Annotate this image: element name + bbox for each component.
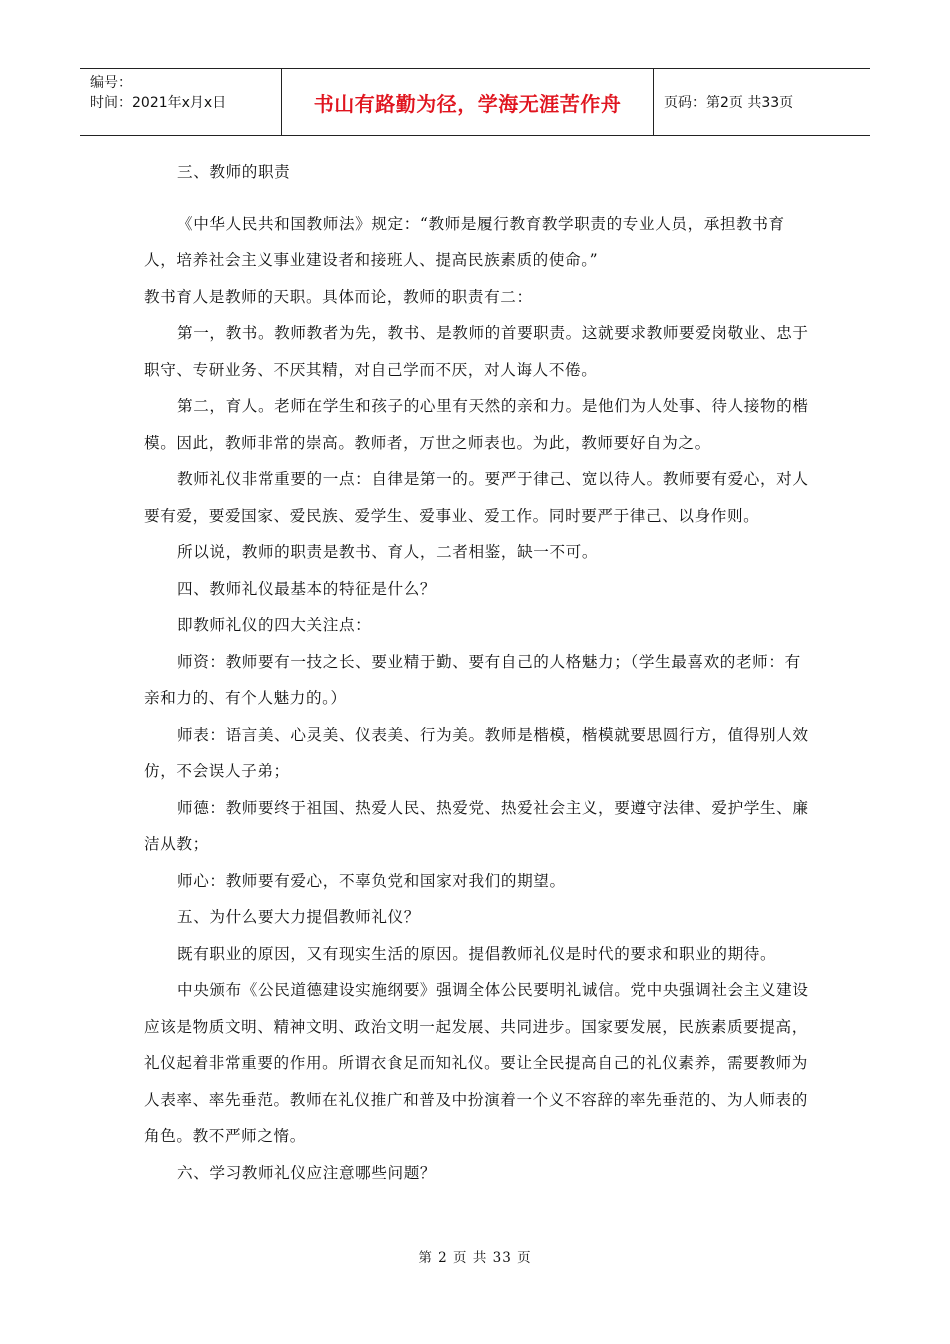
header-meta-cell: [80, 69, 282, 135]
section-heading-5: 五、为什么要大力提倡教师礼仪？: [177, 908, 420, 926]
paragraph-first-teaching: 第一，教书。教师教者为先，教书、是教师的首要职责。这就要求教师要爱岗敬业、忠于职守、专研业务、不厌其精，对自己学而不厌，对人诲人不倦。: [144, 324, 809, 379]
paragraph-four-focus: 即教师礼仪的四大关注点：: [177, 616, 372, 634]
paragraph-heart: 师心：教师要有爱心，不辜负党和国家对我们的期望。: [177, 871, 566, 890]
paragraph-ethics: 师德：教师要终于祖国、热爱人民、热爱党、热爱社会主义，要遵守法律、爱护学生、廉洁从教；: [144, 798, 809, 853]
header-page-code: 页码：第2页 共33页: [664, 95, 794, 111]
paragraph-duty-conclusion: 所以说，教师的职责是教书、育人，二者相鉴，缺一不可。: [177, 543, 599, 561]
paragraph-demeanor: 师表：语言美、心灵美、仪表美、行为美。教师是楷模，楷模就要思圆行方，值得别人效仿，不会误人子弟；: [144, 725, 809, 780]
page-header: [80, 68, 870, 136]
document-body: [144, 154, 810, 1191]
page-footer: 第 2 页 共 33 页: [418, 1250, 532, 1266]
header-motto: 书山有路勤为径，学海无涯苦作舟: [282, 69, 654, 135]
section-heading-4: 四、教师礼仪最基本的特征是什么？: [177, 579, 437, 598]
paragraph-reasons: 既有职业的原因，又有现实生活的原因。提倡教师礼仪是时代的要求和职业的期待。: [177, 944, 777, 963]
paragraph-qualification: 师资：教师要有一技之长、要业精于勤、要有自己的人格魅力；（学生最喜欢的老师：有亲和力的、有个人魅力的。）: [144, 652, 801, 707]
paragraph-duty-summary: 教书育人是教师的天职。具体而论，教师的职责有二：: [144, 287, 533, 306]
document-date-label: 时间：2021年x月x日: [90, 95, 227, 111]
section-heading-3: 三、教师的职责: [177, 163, 291, 181]
document-number-label: 编号：: [90, 75, 132, 91]
paragraph-teacher-law: 《中华人民共和国教师法》规定：“教师是履行教育教学职责的专业人员，承担教书育人，培养社会主义事业建设者和接班人、提高民族素质的使命。”: [144, 214, 785, 269]
section-heading-6: 六、学习教师礼仪应注意哪些问题？: [177, 1163, 437, 1182]
paragraph-self-discipline: 教师礼仪非常重要的一点：自律是第一的。要严于律己、宽以待人。教师要有爱心，对人要有爱，要爱国家、爱民族、爱学生、爱事业、爱工作。同时要严于律己、以身作则。: [144, 470, 809, 525]
paragraph-central-policy: 中央颁布《公民道德建设实施纲要》强调全体公民要明礼诚信。党中央强调社会主义建设应该是物质文明、精神文明、政治文明一起发展、共同进步。国家要发展，民族素质要提高，礼仪起着非常重要的作用。所谓衣食足而知礼仪。要让全民提高自己的礼仪素养，需要教师为人表率、率先垂范。教师在礼仪推广和普及中扮演着一个义不容辞的率先垂范的、为人师表的角色。教不严师之惰。: [144, 981, 809, 1145]
paragraph-second-educating: 第二，育人。老师在学生和孩子的心里有天然的亲和力。是他们为人处事、待人接物的楷模。因此，教师非常的崇高。教师者，万世之师表也。为此，教师要好自为之。: [144, 397, 809, 452]
